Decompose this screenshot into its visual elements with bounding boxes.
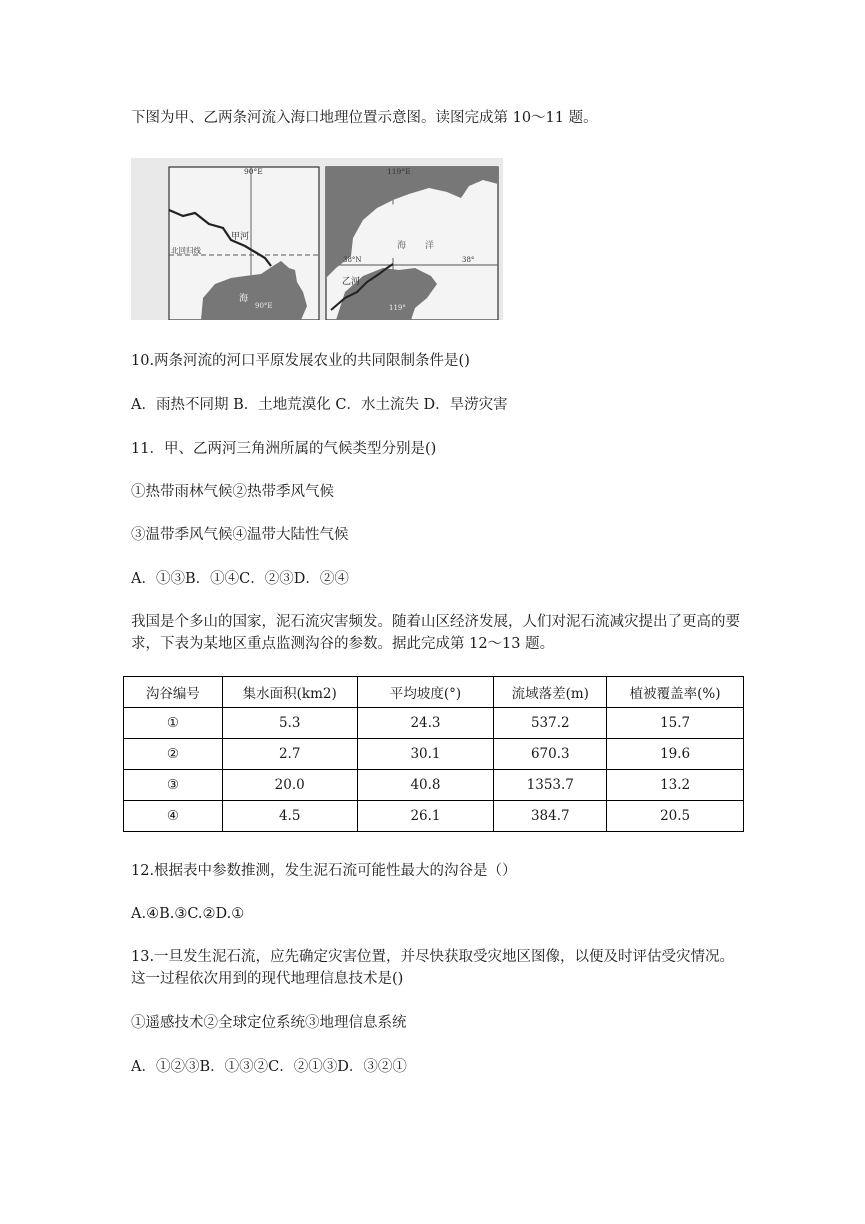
table-header-cell: 平均坡度(°) bbox=[357, 677, 494, 708]
table-cell: 384.7 bbox=[494, 801, 607, 832]
q13-stem: 13.一旦发生泥石流，应先确定灾害位置，并尽快获取受灾地区图像，以便及时评估受灾情况。这一过程依次用到的现代地理信息技术是() bbox=[131, 949, 735, 987]
q11-option-line-1: ①热带雨林气候②热带季风气候 bbox=[131, 484, 334, 500]
table-row bbox=[124, 739, 744, 770]
table-cell: 40.8 bbox=[357, 770, 494, 801]
table-cell: 13.2 bbox=[607, 770, 744, 801]
table-cell: ④ bbox=[124, 801, 223, 832]
intro-text-2: 我国是个多山的国家，泥石流灾害频发。随着山区经济发展，人们对泥石流减灾提出了更高的要求，下表为某地区重点监测沟谷的参数。据此完成第 12～13 题。 bbox=[131, 614, 740, 652]
right-lon-label: 119°E bbox=[387, 167, 411, 176]
lat-label-left: 38°N bbox=[343, 256, 362, 264]
table-cell: 537.2 bbox=[494, 708, 607, 739]
sea-right-label-2: 洋 bbox=[425, 241, 435, 251]
table-row bbox=[124, 770, 744, 801]
table-cell: 2.7 bbox=[222, 739, 357, 770]
sea-right-label-1: 海 bbox=[397, 241, 407, 251]
table-cell: ② bbox=[124, 739, 223, 770]
table-header-cell: 植被覆盖率(%) bbox=[607, 677, 744, 708]
sea-left-label: 海 bbox=[239, 294, 249, 304]
table-cell: 4.5 bbox=[222, 801, 357, 832]
river-mouth-map-figure bbox=[131, 158, 503, 320]
q13-options: A．①②③B．①③②C．②①③D．③②① bbox=[131, 1059, 407, 1075]
intro-text-1: 下图为甲、乙两条河流入海口地理位置示意图。读图完成第 10～11 题。 bbox=[131, 110, 598, 126]
table-cell: 30.1 bbox=[357, 739, 494, 770]
river-jia-label: 甲河 bbox=[231, 232, 250, 242]
table-header-cell: 集水面积(km2) bbox=[222, 677, 357, 708]
table-cell: 1353.7 bbox=[494, 770, 607, 801]
table-cell: 26.1 bbox=[357, 801, 494, 832]
right-bottom-lon-label: 119° bbox=[389, 304, 406, 312]
river-yi-label: 乙河 bbox=[342, 277, 361, 287]
gully-parameter-table bbox=[123, 676, 744, 832]
table-header-row bbox=[124, 677, 744, 708]
q12-stem: 12.根据表中参数推测，发生泥石流可能性最大的沟谷是（） bbox=[131, 863, 517, 879]
table-cell: 670.3 bbox=[494, 739, 607, 770]
table-header-cell: 沟谷编号 bbox=[124, 677, 223, 708]
table-cell: 20.5 bbox=[607, 801, 744, 832]
q11-options: A．①③B．①④C．②③D．②④ bbox=[131, 571, 349, 587]
q11-option-line-2: ③温带季风气候④温带大陆性气候 bbox=[131, 527, 349, 543]
q13-option-line: ①遥感技术②全球定位系统③地理信息系统 bbox=[131, 1015, 407, 1031]
q11-stem: 11．甲、乙两河三角洲所属的气候类型分别是() bbox=[131, 441, 437, 457]
table-cell: ③ bbox=[124, 770, 223, 801]
tropic-label: 北回归线 bbox=[171, 246, 201, 255]
table-cell: 15.7 bbox=[607, 708, 744, 739]
table-cell: ① bbox=[124, 708, 223, 739]
left-bottom-lon-label: 90°E bbox=[255, 302, 273, 310]
table-cell: 20.0 bbox=[222, 770, 357, 801]
table-header-cell: 流域落差(m) bbox=[494, 677, 607, 708]
table-row bbox=[124, 801, 744, 832]
table-cell: 24.3 bbox=[357, 708, 494, 739]
q10-options: A．雨热不同期 B．土地荒漠化 C．水土流失 D．旱涝灾害 bbox=[131, 397, 508, 413]
q12-options: A.④B.③C.②D.① bbox=[131, 906, 245, 922]
q10-stem: 10.两条河流的河口平原发展农业的共同限制条件是() bbox=[131, 353, 470, 369]
lat-label-right: 38° bbox=[462, 256, 475, 264]
table-cell: 5.3 bbox=[222, 708, 357, 739]
table-cell: 19.6 bbox=[607, 739, 744, 770]
left-lon-label: 90°E bbox=[244, 167, 263, 176]
table-row bbox=[124, 708, 744, 739]
